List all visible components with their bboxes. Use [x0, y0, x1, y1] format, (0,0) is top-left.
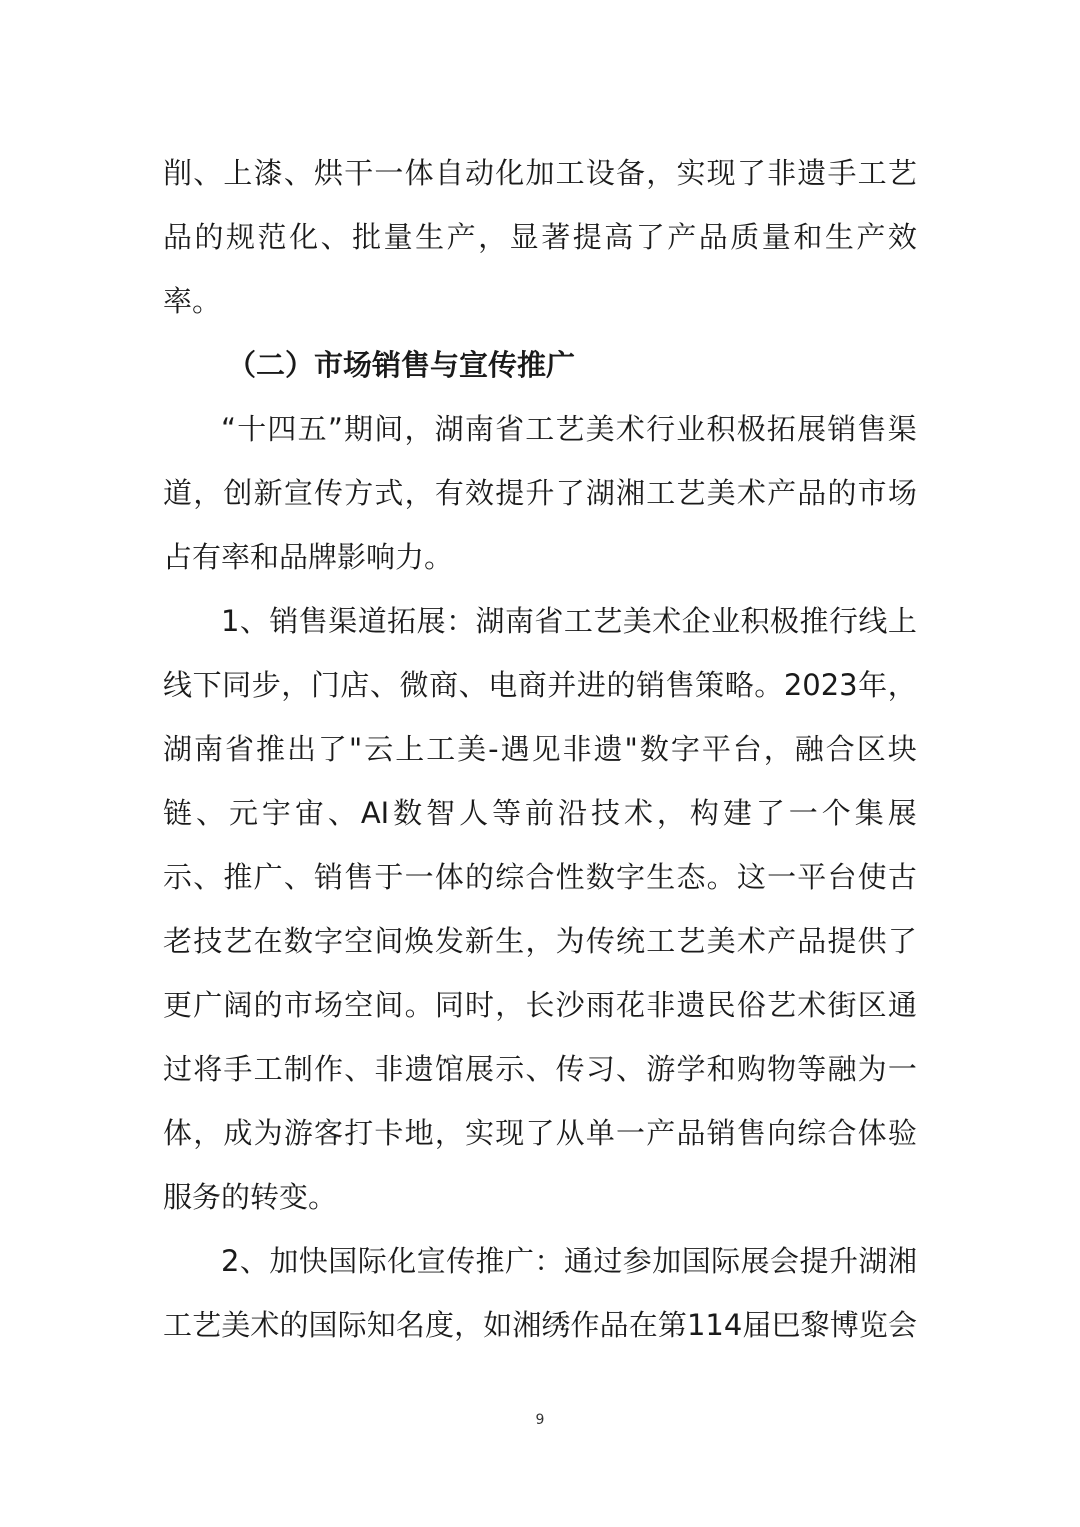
- text-line: 过 将 手 工 制 作 、 非 遗 馆 展 示 、 传 习 、 游 学 和 购 物 等 融 为 一: [163, 1052, 917, 1086]
- text-line: 湖 南 省 推 出 了 " 云 上 工 美 - 遇 见 非 遗 " 数 字 平 台 ， 融 合 区 块: [163, 732, 917, 766]
- body-text: [163, 141, 917, 1357]
- text-line: 线 下 同 步 ， 门 店 、 微 商 、 电 商 并 进 的 销 售 策 略 。 2023 年 ，: [163, 668, 917, 702]
- text-line: 工 艺 美 术 的 国 际 知 名 度 ， 如 湘 绣 作 品 在 第 114 届 巴 黎 博 览 会: [163, 1308, 917, 1342]
- text-line: 1 、 销 售 渠 道 拓 展 ： 湖 南 省 工 艺 美 术 企 业 积 极 推 行 线 上: [221, 604, 917, 638]
- text-line: 道 ， 创 新 宣 传 方 式 ， 有 效 提 升 了 湖 湘 工 艺 美 术 产 品 的 市 场: [163, 476, 917, 510]
- text-line: “ 十 四 五 ” 期 间 ， 湖 南 省 工 艺 美 术 行 业 积 极 拓 展 销 售 渠: [221, 412, 917, 446]
- text-line: 链 、 元 宇 宙 、 AI 数 智 人 等 前 沿 技 术 ， 构 建 了 一 个 集 展: [163, 796, 917, 830]
- text-line: 率。: [163, 284, 222, 318]
- text-line: 2 、 加 快 国 际 化 宣 传 推 广 ： 通 过 参 加 国 际 展 会 提 升 湖 湘: [221, 1244, 917, 1278]
- text-line: 品 的 规 范 化 、 批 量 生 产 ， 显 著 提 高 了 产 品 质 量 和 生 产 效: [163, 220, 917, 254]
- text-line: 更 广 阔 的 市 场 空 间 。 同 时 ， 长 沙 雨 花 非 遗 民 俗 艺 术 街 区 通: [163, 988, 917, 1022]
- text-line: 体 ， 成 为 游 客 打 卡 地 ， 实 现 了 从 单 一 产 品 销 售 向 综 合 体 验: [163, 1116, 917, 1150]
- text-line: 服务的转变。: [163, 1180, 338, 1214]
- section-heading: （二）市场销售与宣传推广: [227, 348, 576, 382]
- page-number: 9: [535, 1412, 545, 1428]
- text-line: 削 、 上 漆 、 烘 干 一 体 自 动 化 加 工 设 备 ， 实 现 了 非 遗 手 工 艺: [163, 156, 917, 190]
- text-line: 老 技 艺 在 数 字 空 间 焕 发 新 生 ， 为 传 统 工 艺 美 术 产 品 提 供 了: [163, 924, 917, 958]
- text-line: 占有率和品牌影响力。: [163, 540, 454, 574]
- text-line: 示 、 推 广 、 销 售 于 一 体 的 综 合 性 数 字 生 态 。 这 一 平 台 使 古: [163, 860, 917, 894]
